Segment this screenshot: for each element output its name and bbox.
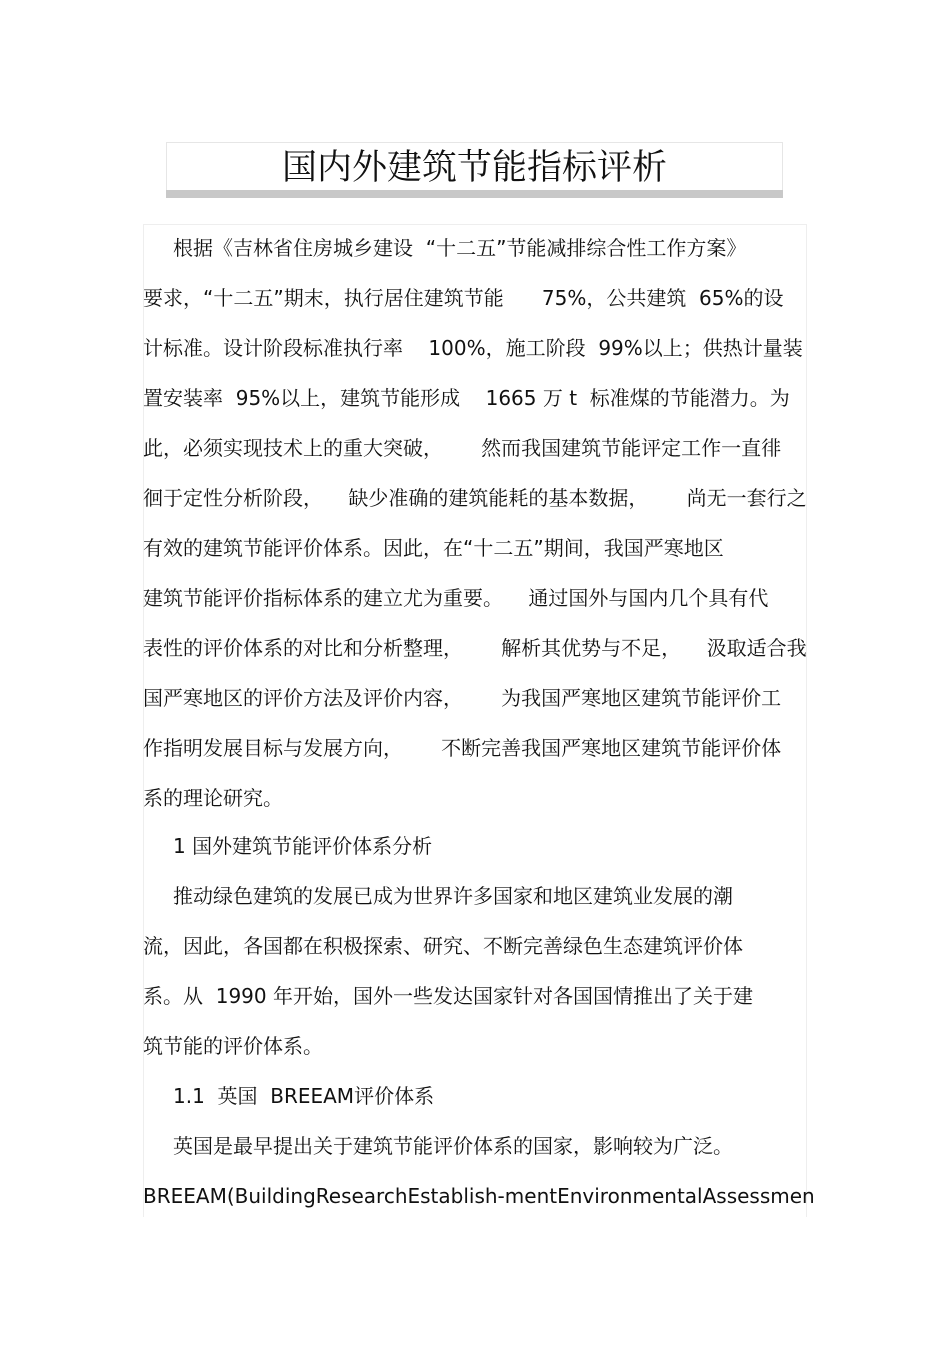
- paragraph-line: 计标准。设计阶段标准执行率 100%，施工阶段 99%以上；供热计量装: [143, 336, 803, 360]
- title-underline-bar: [166, 190, 783, 198]
- paragraph-line: 作指明发展目标与发展方向， 不断完善我国严寒地区建筑节能评价体: [143, 736, 782, 760]
- paragraph-line: 系。从 1990 年开始，国外一些发达国家针对各国国情推出了关于建: [143, 984, 753, 1008]
- paragraph-line: 推动绿色建筑的发展已成为世界许多国家和地区建筑业发展的潮: [173, 884, 733, 908]
- paragraph-line: 建筑节能评价指标体系的建立尤为重要。 通过国外与国内几个具有代: [143, 586, 769, 610]
- document-title: 国内外建筑节能指标评析: [281, 148, 667, 188]
- paragraph-line: 有效的建筑节能评价体系。因此，在“十二五”期间，我国严寒地区: [143, 536, 724, 560]
- section-heading-1: 1 国外建筑节能评价体系分析: [173, 834, 433, 858]
- section-heading-1-1: 1.1 英国 BREEAM评价体系: [173, 1084, 435, 1108]
- body-text-frame: [143, 224, 807, 1217]
- paragraph-line: 徊于定性分析阶段， 缺少准确的建筑能耗的基本数据， 尚无一套行之: [143, 486, 807, 510]
- paragraph-line: 根据《吉林省住房城乡建设 “十二五”节能减排综合性工作方案》: [173, 236, 747, 260]
- paragraph-line: 此，必须实现技术上的重大突破， 然而我国建筑节能评定工作一直徘: [143, 436, 782, 460]
- paragraph-line: 流，因此，各国都在积极探索、研究、不断完善绿色生态建筑评价体: [143, 934, 743, 958]
- paragraph-line: 英国是最早提出关于建筑节能评价体系的国家，影响较为广泛。: [173, 1134, 733, 1158]
- title-box: [166, 142, 783, 192]
- paragraph-line: 置安装率 95%以上，建筑节能形成 1665 万 t 标准煤的节能潜力。为: [143, 386, 790, 410]
- paragraph-line: BREEAM(BuildingResearchEstablish-mentEnvironmentalAssessmen: [143, 1184, 815, 1208]
- paragraph-line: 系的理论研究。: [143, 786, 283, 810]
- paragraph-line: 筑节能的评价体系。: [143, 1034, 323, 1058]
- paragraph-line: 国严寒地区的评价方法及评价内容， 为我国严寒地区建筑节能评价工: [143, 686, 782, 710]
- paragraph-line: 要求，“十二五”期末，执行居住建筑节能 75%，公共建筑 65%的设: [143, 286, 784, 310]
- paragraph-line: 表性的评价体系的对比和分析整理， 解析其优势与不足， 汲取适合我: [143, 636, 807, 660]
